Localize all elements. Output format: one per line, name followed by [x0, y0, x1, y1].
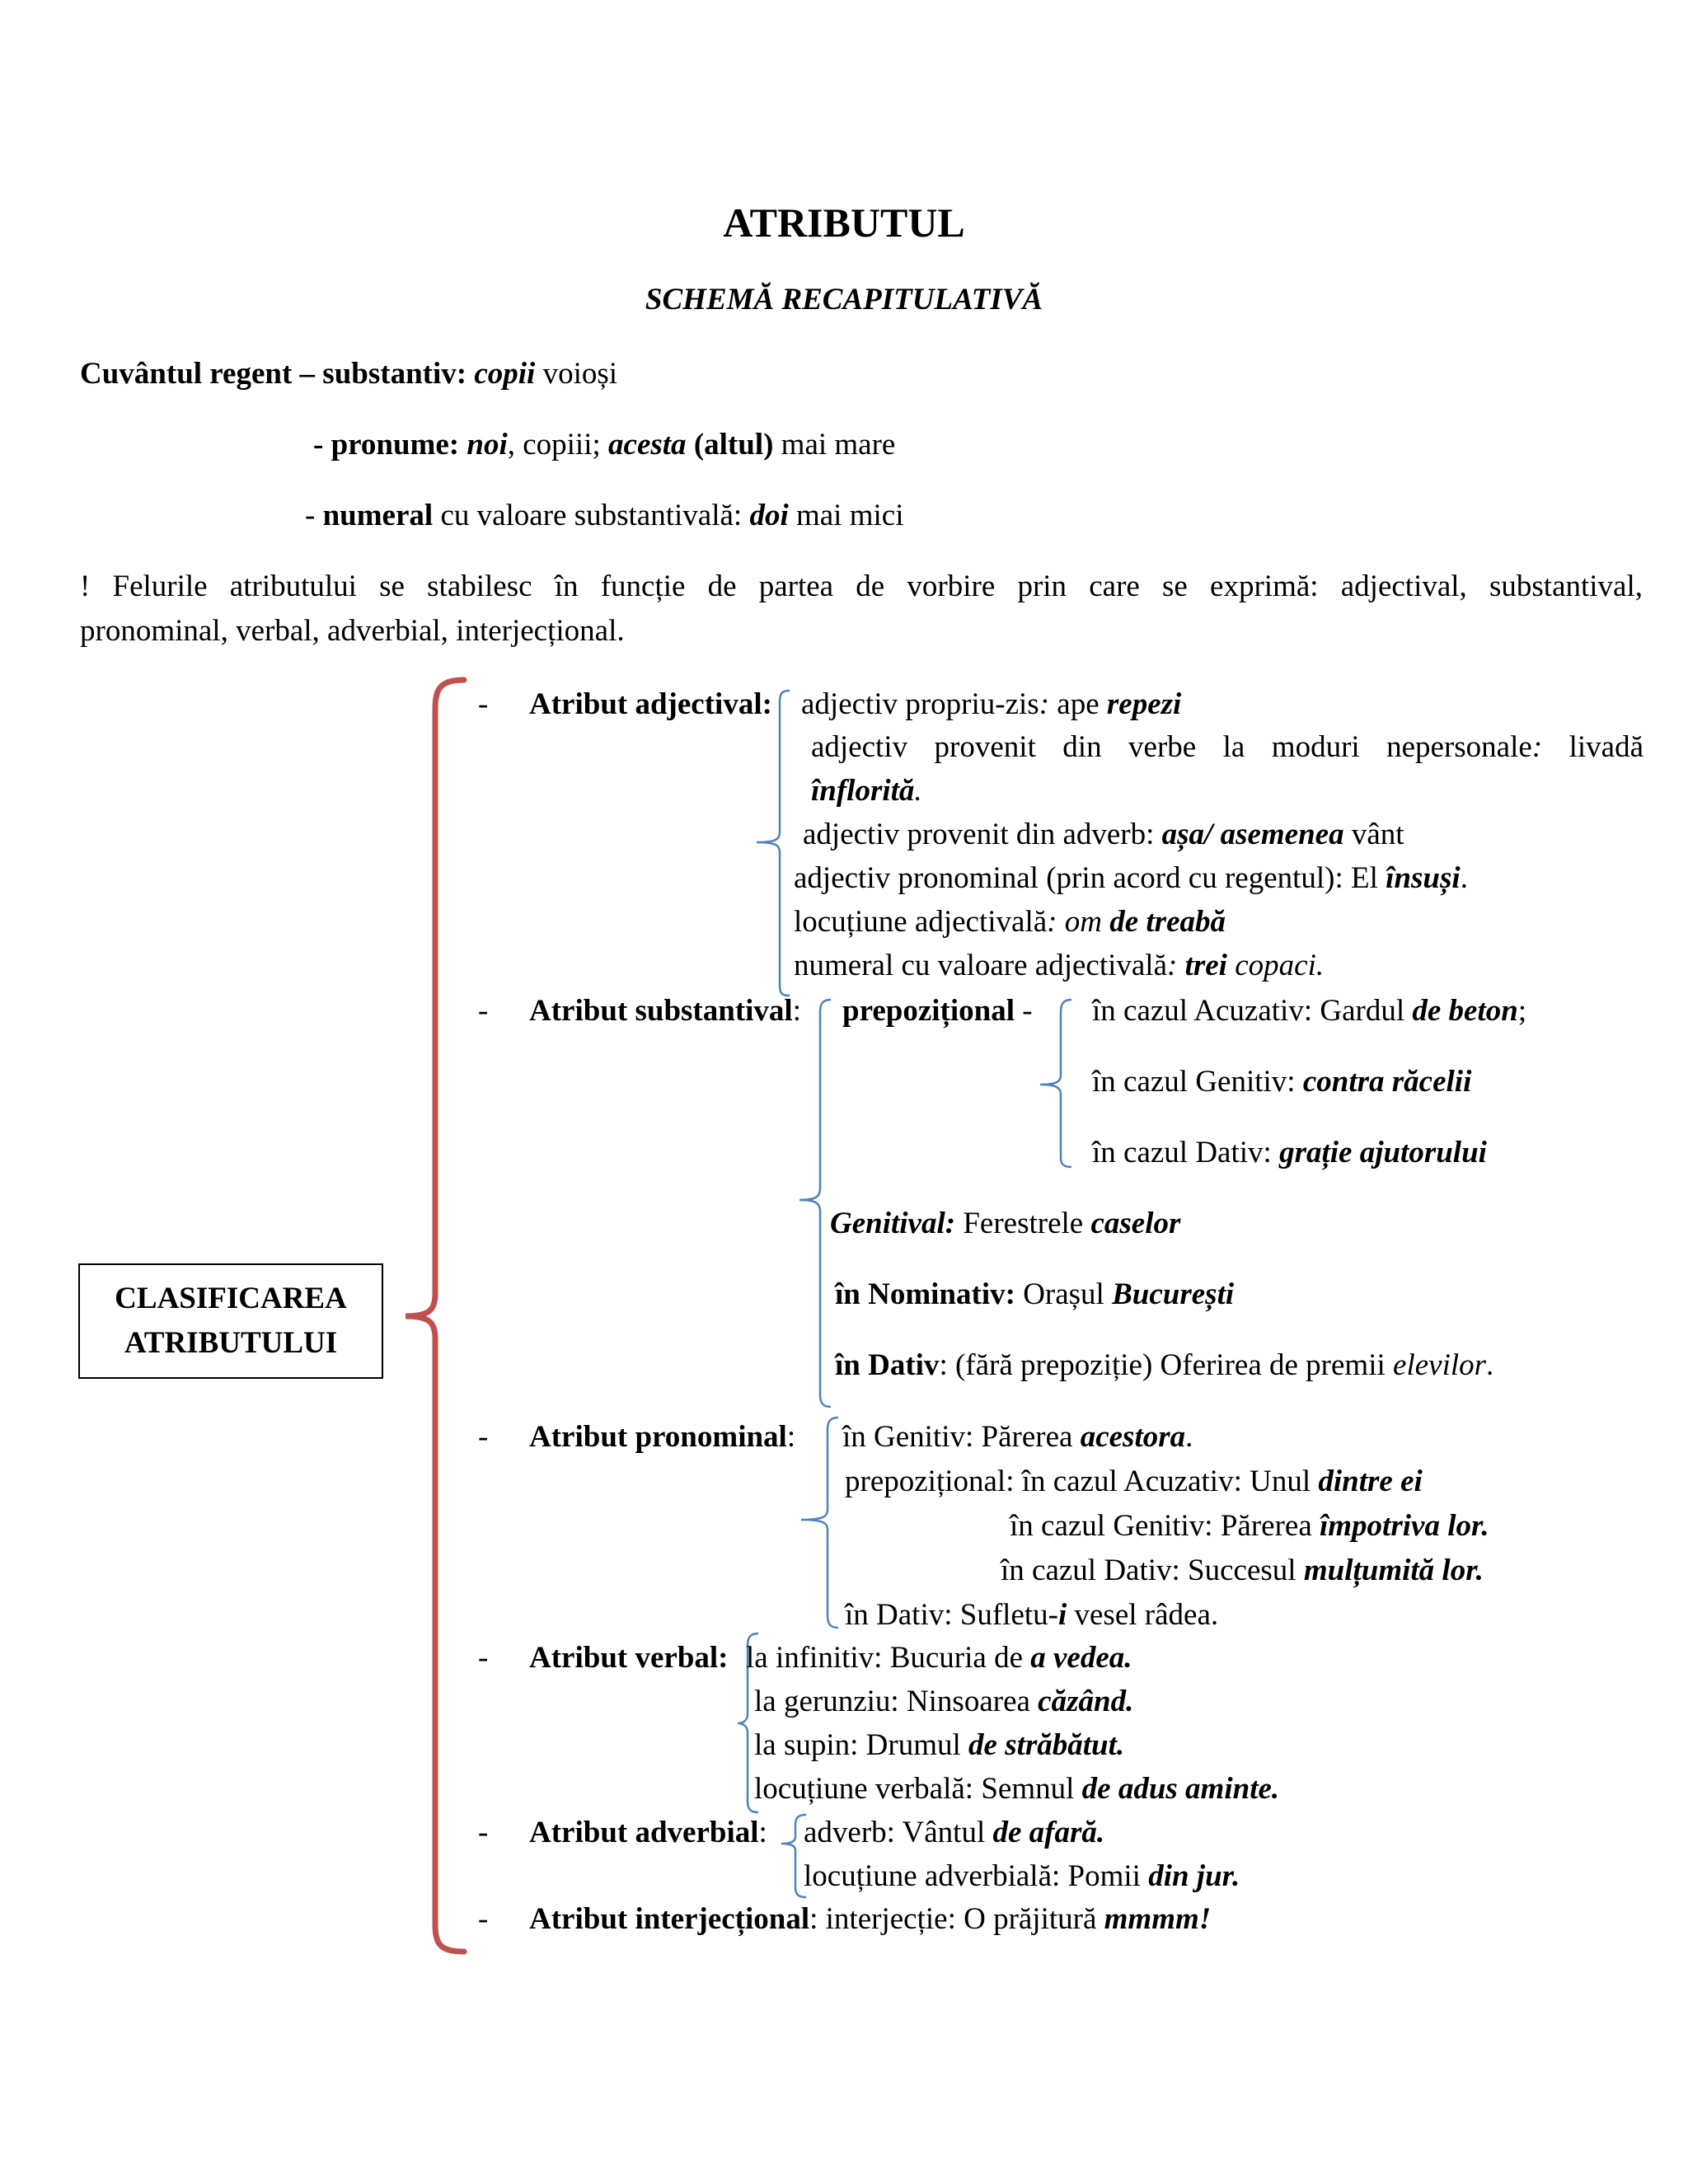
- dash-adverbial: -: [478, 1816, 489, 1849]
- verbal-infinitiv: la infinitiv: Bucuria de a vedea.: [746, 1641, 1132, 1675]
- adjectival-item-3: adjectiv provenit din adverb: așa/ asemenea vânt: [803, 818, 1404, 851]
- prepositional-bracket: [1040, 1000, 1071, 1167]
- adjectival-item-2-example: înflorită.: [811, 774, 922, 808]
- adjectival-item-5: locuțiune adjectivală: om de treabă: [794, 905, 1226, 939]
- substantival-dativ: în Dativ: (fără prepoziție) Oferirea de premii elevilor.: [835, 1348, 1494, 1382]
- adjectival-bracket: [757, 691, 790, 996]
- pronominal-prep-genitiv: în cazul Genitiv: Părerea împotriva lor.: [1010, 1509, 1489, 1543]
- adjectival-item-2: adjectiv provenit din verbe la moduri nepersonale: livadă: [811, 730, 1643, 764]
- page-subtitle: SCHEMĂ RECAPITULATIVĂ: [645, 283, 1043, 316]
- substantival-prep-acuzativ: în cazul Acuzativ: Gardul de beton;: [1092, 994, 1527, 1028]
- dash-adjectival: -: [478, 687, 489, 721]
- pronominal-label: Atribut pronominal:: [529, 1420, 796, 1454]
- pronominal-genitiv: în Genitiv: Părerea acestora.: [842, 1420, 1193, 1454]
- verbal-gerunziu: la gerunziu: Ninsoarea căzând.: [754, 1685, 1134, 1718]
- pronominal-bracket: [801, 1418, 838, 1628]
- pronominal-dativ: în Dativ: Sufletu-i vesel râdea.: [845, 1598, 1219, 1632]
- dash-verbal: -: [478, 1641, 489, 1675]
- adjectival-item-1: adjectiv propriu-zis: ape repezi: [801, 687, 1182, 721]
- adverbial-label: Atribut adverbial:: [529, 1816, 767, 1849]
- verbal-supin: la supin: Drumul de străbătut.: [754, 1728, 1125, 1762]
- verbal-label: Atribut verbal:: [529, 1641, 729, 1675]
- verbal-locutiune: locuțiune verbală: Semnul de adus aminte.: [754, 1772, 1280, 1806]
- substantival-prep-dativ: în cazul Dativ: grație ajutorului: [1092, 1136, 1487, 1169]
- classification-box-line-1: CLASIFICAREA: [115, 1282, 347, 1316]
- note-line-1: ! Felurile atributului se stabilesc în funcție de partea de vorbire prin care se exprimă: adjectival, substantival,: [80, 569, 1643, 603]
- substantival-genitival: Genitival: Ferestrele caselor: [830, 1207, 1181, 1240]
- substantival-prep-genitiv: în cazul Genitiv: contra răcelii: [1092, 1065, 1472, 1099]
- substantival-label: Atribut substantival:: [529, 994, 801, 1028]
- adjectival-label: Atribut adjectival:: [529, 687, 772, 721]
- regent-line-pronume: - pronume: noi, copiii; acesta (altul) mai mare: [313, 428, 896, 462]
- classification-box-line-2: ATRIBUTULUI: [124, 1326, 338, 1360]
- regent-line-numeral: - numeral cu valoare substantivală: doi mai mici: [305, 499, 904, 532]
- adjectival-item-6: numeral cu valoare adjectivală: trei copaci.: [794, 949, 1325, 982]
- main-bracket: [406, 680, 464, 1952]
- adjectival-item-4: adjectiv pronominal (prin acord cu regentul): El însuși.: [794, 861, 1468, 895]
- note-line-2: pronominal, verbal, adverbial, interjecțional.: [80, 614, 625, 648]
- adverbial-adverb: adverb: Vântul de afară.: [804, 1816, 1105, 1849]
- pronominal-prep-dativ: în cazul Dativ: Succesul mulțumită lor.: [1001, 1554, 1484, 1587]
- substantival-nominativ: în Nominativ: Orașul București: [835, 1277, 1235, 1311]
- dash-pronominal: -: [478, 1420, 489, 1454]
- interjectional-line: Atribut interjecțional: interjecție: O prăjitură mmmm!: [529, 1902, 1212, 1936]
- adverbial-bracket: [781, 1815, 806, 1897]
- adverbial-locutiune: locuțiune adverbială: Pomii din jur.: [804, 1859, 1240, 1893]
- substantival-prepositional-label: prepozițional -: [842, 994, 1033, 1028]
- dash-substantival: -: [478, 994, 489, 1028]
- dash-interjectional: -: [478, 1902, 489, 1936]
- pronominal-prep-acuzativ: prepozițional: în cazul Acuzativ: Unul dintre ei: [845, 1465, 1423, 1498]
- page-title: ATRIBUTUL: [723, 199, 965, 246]
- regent-line-substantiv: Cuvântul regent – substantiv: copii voioși: [80, 357, 618, 391]
- substantival-bracket: [799, 1000, 831, 1407]
